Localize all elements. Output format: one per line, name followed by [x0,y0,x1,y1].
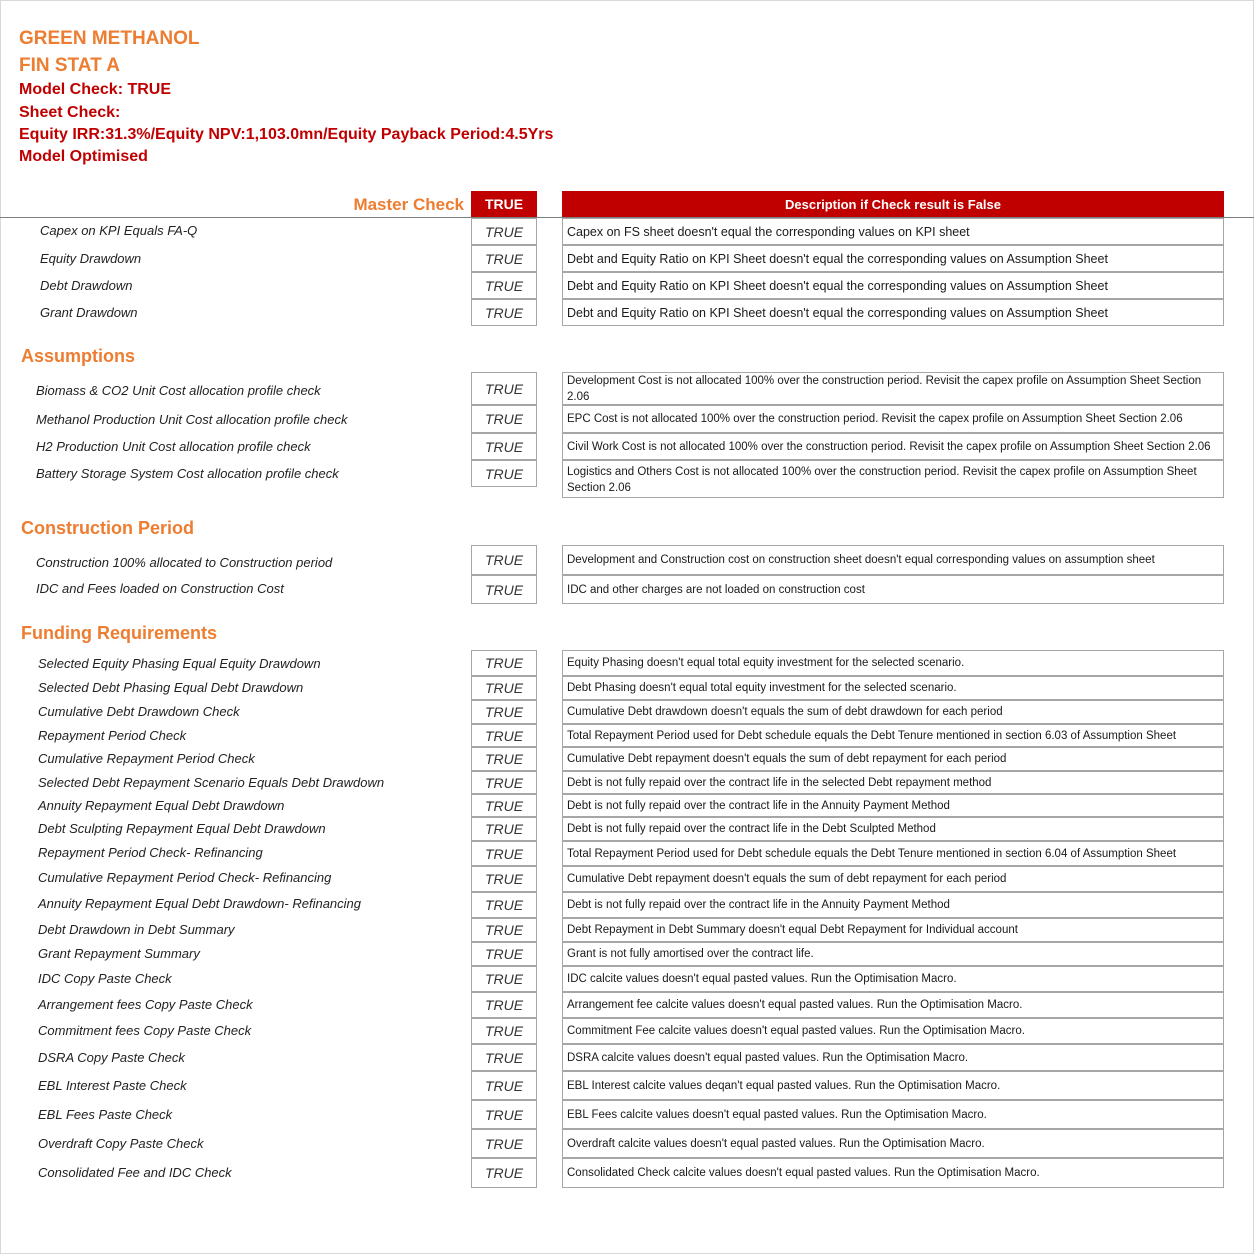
check-label: Capex on KPI Equals FA-Q [40,223,198,238]
check-label: Cumulative Repayment Period Check- Refinancing [38,870,332,885]
check-label: H2 Production Unit Cost allocation profile check [36,439,311,454]
section-title-assumptions: Assumptions [21,346,136,366]
check-result[interactable]: TRUE [471,218,537,245]
check-result[interactable]: TRUE [471,372,537,405]
check-label: Biomass & CO2 Unit Cost allocation profile check [36,383,321,398]
check-result[interactable]: TRUE [471,700,537,724]
check-description[interactable]: Cumulative Debt repayment doesn't equals the sum of debt repayment for each period [562,747,1224,771]
check-description[interactable]: Total Repayment Period used for Debt schedule equals the Debt Tenure mentioned in section 6.03 of Assumption Sheet [562,724,1224,747]
check-description[interactable]: DSRA calcite values doesn't equal pasted values. Run the Optimisation Macro. [562,1044,1224,1071]
check-description[interactable]: Overdraft calcite values doesn't equal pasted values. Run the Optimisation Macro. [562,1129,1224,1158]
check-description[interactable]: EPC Cost is not allocated 100% over the construction period. Revisit the capex profile on Assumption Sheet Section 2.06 [562,405,1224,433]
check-description[interactable]: Total Repayment Period used for Debt schedule equals the Debt Tenure mentioned in section 6.04 of Assumption Sheet [562,841,1224,866]
check-description[interactable]: IDC and other charges are not loaded on construction cost [562,575,1224,604]
check-description[interactable]: Consolidated Check calcite values doesn't equal pasted values. Run the Optimisation Macro. [562,1158,1224,1188]
check-description[interactable]: Arrangement fee calcite values doesn't equal pasted values. Run the Optimisation Macro. [562,992,1224,1018]
check-label: Arrangement fees Copy Paste Check [38,997,253,1012]
check-description[interactable]: Civil Work Cost is not allocated 100% over the construction period. Revisit the capex profile on Assumption Sheet Section 2.06 [562,433,1224,460]
check-description[interactable]: Cumulative Debt drawdown doesn't equals the sum of debt drawdown for each period [562,700,1224,724]
check-label: Equity Drawdown [40,251,142,266]
check-result[interactable]: TRUE [471,545,537,575]
check-description[interactable]: Debt is not fully repaid over the contract life in the Annuity Payment Method [562,794,1224,817]
check-result[interactable]: TRUE [471,299,537,326]
check-label: Annuity Repayment Equal Debt Drawdown- Refinancing [38,896,362,911]
check-label: IDC and Fees loaded on Construction Cost [36,581,284,596]
check-label: Selected Debt Repayment Scenario Equals Debt Drawdown [38,775,385,790]
check-label: Debt Sculpting Repayment Equal Debt Drawdown [38,821,326,836]
optimisation-status: Model Optimised [19,148,148,165]
check-result[interactable]: TRUE [471,433,537,460]
check-result[interactable]: TRUE [471,771,537,794]
section-title-construction: Construction Period [21,518,195,538]
check-label: Repayment Period Check- Refinancing [38,845,263,860]
check-description[interactable]: EBL Fees calcite values doesn't equal pasted values. Run the Optimisation Macro. [562,1100,1224,1129]
check-label: Grant Drawdown [40,305,138,320]
check-result[interactable]: TRUE [471,918,537,942]
sheet-name: FIN STAT A [19,55,120,76]
check-label: DSRA Copy Paste Check [38,1050,185,1065]
check-description[interactable]: Logistics and Others Cost is not allocated 100% over the construction period. Revisit the capex profile on Assumption Sheet Section 2.06 [562,460,1224,498]
sheet-check-status: Sheet Check: [19,104,121,121]
section-title-funding: Funding Requirements [21,623,218,643]
check-result[interactable]: TRUE [471,724,537,747]
check-description[interactable]: Capex on FS sheet doesn't equal the corresponding values on KPI sheet [562,218,1224,245]
check-result[interactable]: TRUE [471,676,537,700]
check-result[interactable]: TRUE [471,992,537,1018]
check-description[interactable]: Debt Phasing doesn't equal total equity investment for the selected scenario. [562,676,1224,700]
check-label: Cumulative Repayment Period Check [38,751,255,766]
description-header: Description if Check result is False [562,191,1224,217]
check-description[interactable]: Cumulative Debt repayment doesn't equals the sum of debt repayment for each period [562,866,1224,892]
check-label: Consolidated Fee and IDC Check [38,1165,232,1180]
check-description[interactable]: Debt is not fully repaid over the contract life in the Debt Sculpted Method [562,817,1224,841]
check-description[interactable]: EBL Interest calcite values deqan't equal pasted values. Run the Optimisation Macro. [562,1071,1224,1100]
check-result[interactable]: TRUE [471,747,537,771]
check-result[interactable]: TRUE [471,892,537,918]
check-description[interactable]: Debt is not fully repaid over the contract life in the selected Debt repayment method [562,771,1224,794]
master-check-value[interactable]: TRUE [471,191,537,217]
check-label: Debt Drawdown [40,278,133,293]
check-label: Selected Equity Phasing Equal Equity Drawdown [38,656,321,671]
check-description[interactable]: Development and Construction cost on construction sheet doesn't equal corresponding values on assumption sheet [562,545,1224,575]
check-description[interactable]: Debt is not fully repaid over the contract life in the Annuity Payment Method [562,892,1224,918]
check-result[interactable]: TRUE [471,1018,537,1044]
check-label: Battery Storage System Cost allocation profile check [36,466,339,481]
check-result[interactable]: TRUE [471,405,537,433]
check-result[interactable]: TRUE [471,841,537,866]
check-label: Overdraft Copy Paste Check [38,1136,204,1151]
check-result[interactable]: TRUE [471,794,537,817]
check-result[interactable]: TRUE [471,817,537,841]
check-result[interactable]: TRUE [471,272,537,299]
check-description[interactable]: Grant is not fully amortised over the contract life. [562,942,1224,966]
check-label: Annuity Repayment Equal Debt Drawdown [38,798,285,813]
check-result[interactable]: TRUE [471,866,537,892]
check-description[interactable]: Debt and Equity Ratio on KPI Sheet doesn't equal the corresponding values on Assumption Sheet [562,272,1224,299]
check-result[interactable]: TRUE [471,1129,537,1158]
check-result[interactable]: TRUE [471,650,537,676]
check-description[interactable]: Debt and Equity Ratio on KPI Sheet doesn't equal the corresponding values on Assumption Sheet [562,245,1224,272]
check-label: Methanol Production Unit Cost allocation profile check [36,412,348,427]
check-result[interactable]: TRUE [471,460,537,487]
check-result[interactable]: TRUE [471,1071,537,1100]
check-result[interactable]: TRUE [471,1158,537,1188]
check-description[interactable]: Development Cost is not allocated 100% over the construction period. Revisit the capex profile on Assumption Sheet Section 2.06 [562,372,1224,405]
check-label: Grant Repayment Summary [38,946,200,961]
check-result[interactable]: TRUE [471,245,537,272]
check-result[interactable]: TRUE [471,942,537,966]
check-label: EBL Interest Paste Check [38,1078,187,1093]
check-result[interactable]: TRUE [471,1100,537,1129]
check-label: Debt Drawdown in Debt Summary [38,922,235,937]
check-result[interactable]: TRUE [471,966,537,992]
check-description[interactable]: Debt and Equity Ratio on KPI Sheet doesn't equal the corresponding values on Assumption Sheet [562,299,1224,326]
check-description[interactable]: Equity Phasing doesn't equal total equity investment for the selected scenario. [562,650,1224,676]
check-label: Construction 100% allocated to Construction period [36,555,333,570]
check-label: Selected Debt Phasing Equal Debt Drawdown [38,680,304,695]
model-title: GREEN METHANOL [19,28,200,49]
check-label: IDC Copy Paste Check [38,971,172,986]
model-check-status: Model Check: TRUE [19,81,172,98]
check-label: EBL Fees Paste Check [38,1107,173,1122]
master-check-label: Master Check [353,195,464,214]
check-label: Repayment Period Check [38,728,187,743]
equity-metrics: Equity IRR:31.3%/Equity NPV:1,103.0mn/Equity Payback Period:4.5Yrs [19,126,554,143]
check-description[interactable]: Commitment Fee calcite values doesn't equal pasted values. Run the Optimisation Macro. [562,1018,1224,1044]
check-description[interactable]: IDC calcite values doesn't equal pasted values. Run the Optimisation Macro. [562,966,1224,992]
check-label: Cumulative Debt Drawdown Check [38,704,240,719]
check-description[interactable]: Debt Repayment in Debt Summary doesn't equal Debt Repayment for Individual account [562,918,1224,942]
check-label: Commitment fees Copy Paste Check [38,1023,252,1038]
check-result[interactable]: TRUE [471,1044,537,1071]
check-result[interactable]: TRUE [471,575,537,604]
